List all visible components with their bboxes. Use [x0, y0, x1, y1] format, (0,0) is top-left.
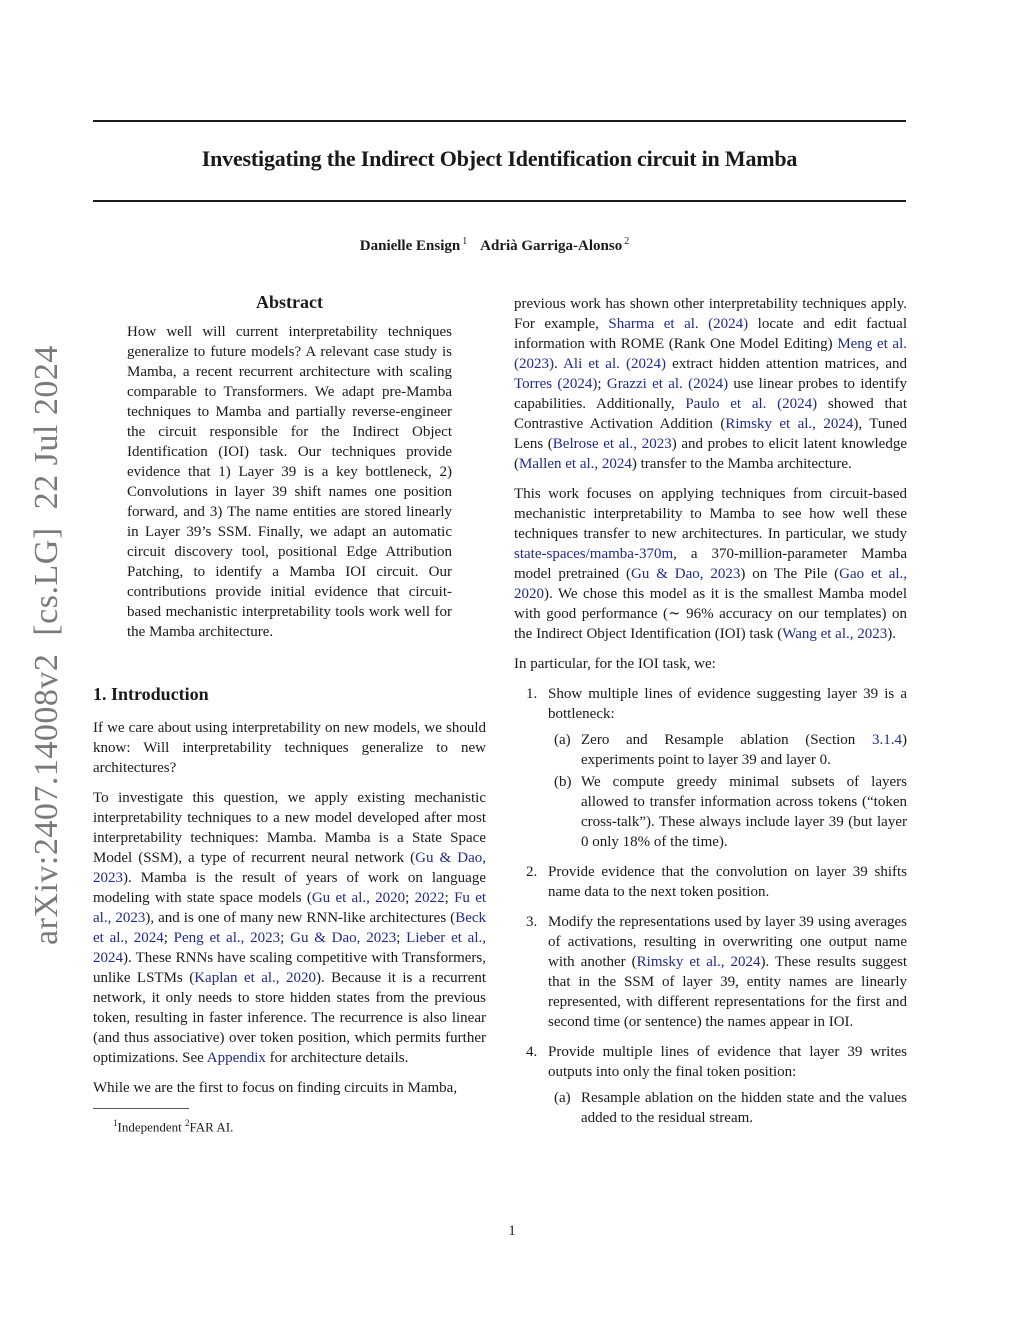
citation-link[interactable]: Sharma et al. (2024) — [608, 316, 749, 332]
sub-list-item: (a) Zero and Resample ablation (Section 3.1.4) experiments point to layer 39 and layer 0. — [554, 732, 907, 768]
citation-link[interactable]: 3.1.4 — [872, 732, 902, 748]
citation-link[interactable]: Fu et al., 2023 — [93, 890, 487, 926]
citation-link[interactable]: Torres (2024) — [514, 376, 598, 392]
body-paragraph: previous work has shown other interpretability techniques apply. For example, Sharma et al. (2024) locate and edit factual information with ROME (Rank One Model Editing) Meng et al. (2023). Ali et al. (2024) extract hidden attention matrices, and Torres (2024); Grazzi et al. (2024) use linear probes to identify capabilities. Additionally, Paulo et al. (2024) showed that Contrastive Activation Addition (Rimsky et al., 2024), Tuned Lens (Belrose et al., 2023) and probes to elicit latent knowledge (Mallen et al., 2024) transfer to the Mamba architecture. — [514, 296, 908, 472]
list-number: 2. — [526, 864, 538, 880]
sub-list-item: (a) Resample ablation on the hidden state and the values added to the residual stream. — [554, 1090, 907, 1126]
title-rule-bottom — [93, 200, 906, 202]
contribution-item: 2. Provide evidence that the convolution on layer 39 shifts name data to the next token position. — [526, 864, 907, 900]
right-column — [514, 294, 907, 1138]
citation-link[interactable]: Rimsky et al., 2024 — [636, 954, 761, 970]
citation-link[interactable]: Gu & Dao, 2023 — [93, 850, 486, 886]
contribution-list — [514, 684, 907, 1128]
sub-list-label: (a) — [554, 1090, 571, 1106]
citation-link[interactable]: Mallen et al., 2024 — [519, 456, 632, 472]
citation-link[interactable]: Belrose et al., 2023 — [552, 436, 672, 452]
paper-title: Investigating the Indirect Object Identification circuit in Mamba — [201, 146, 798, 171]
author-affiliation-mark: 2 — [624, 236, 630, 247]
body-paragraph: This work focuses on applying techniques from circuit-based mechanistic interpretability to Mamba to see how well these techniques transfer to new architectures. In particular, we study state-spaces/mamba-370m, a 370-million-parameter Mamba model pretrained (Gu & Dao, 2023) on The Pile (Gao et al., 2020). We chose this model as it is the smallest Mamba model with good performance (∼ 96% accuracy on our templates) on the Indirect Object Identification (IOI) task (Wang et al., 2023). — [514, 486, 908, 642]
author-name: Adrià Garriga-Alonso — [480, 238, 623, 254]
arxiv-date: 22 Jul 2024 — [28, 345, 65, 510]
citation-link[interactable]: Beck et al., 2024 — [93, 910, 487, 946]
abstract-heading: Abstract — [256, 292, 323, 312]
citation-link[interactable]: Gu & Dao, 2023 — [290, 930, 397, 946]
citation-link[interactable]: Appendix — [206, 1050, 266, 1066]
arxiv-category: [cs.LG] — [28, 527, 65, 636]
footnote: $^1$Independent $^2$FAR AI. — [113, 1118, 234, 1135]
citation-link[interactable]: Grazzi et al. (2024) — [606, 376, 729, 392]
title-rule-top — [93, 120, 906, 122]
body-paragraph: In particular, for the IOI task, we: — [514, 656, 716, 672]
author-list — [93, 236, 906, 255]
body-paragraph: If we care about using interpretability on new models, we should know: Will interpretability techniques generalize to new architectures? — [93, 720, 486, 776]
citation-link[interactable]: Gao et al., 2020 — [514, 566, 908, 602]
author-name: Danielle Ensign — [359, 238, 461, 254]
citation-link[interactable]: Peng et al., 2023 — [173, 930, 281, 946]
citation-link[interactable]: Kaplan et al., 2020 — [194, 970, 316, 986]
citation-link[interactable]: Rimsky et al., 2024 — [725, 416, 854, 432]
sub-list-item: (b) We compute greedy minimal subsets of layers allowed to transfer information across tokens (“token cross-talk”). These always include layer 39 (but layer 0 only 18% of the time). — [554, 774, 907, 850]
citation-link[interactable]: 2022 — [414, 890, 445, 906]
citation-link[interactable]: Paulo et al. (2024) — [685, 396, 818, 412]
citation-link[interactable]: Ali et al. (2024) — [563, 356, 667, 372]
introduction-body — [93, 718, 486, 1098]
arxiv-stamp — [28, 327, 66, 945]
body-paragraph: To investigate this question, we apply existing mechanistic interpretability techniques to a new model developed after most interpretability techniques: Mamba. Mamba is a State Space Model (SSM), a type of recurrent neural network (Gu & Dao, 2023). Mamba is the result of years of work on language modeling with state space models (Gu et al., 2020; 2022; Fu et al., 2023), and is one of many new RNN-like architectures (Beck et al., 2024; Peng et al., 2023; Gu & Dao, 2023; Lieber et al., 2024). These RNNs have scaling competitive with Transformers, unlike LSTMs (Kaplan et al., 2020). Because it is a recurrent network, it only needs to store hidden states from the previous token, resulting in faster inference. The recurrence is also linear (and thus associative) over token position, which permits further optimizations. See Appendix for architecture details. — [93, 790, 487, 1066]
sub-list — [548, 1088, 907, 1128]
contribution-item: 3. Modify the representations used by layer 39 using averages of activations, resulting in overwriting one output name with another (Rimsky et al., 2024). These results suggest that in the SSM of layer 39, entity names are linearly represented, with different representations for the first and second time (or sentence) the names appear in IOI. — [526, 914, 908, 1030]
list-number: 3. — [526, 914, 538, 930]
body-paragraph: While we are the first to focus on finding circuits in Mamba, — [93, 1080, 458, 1096]
left-column — [93, 290, 486, 1135]
sub-list-label: (a) — [554, 732, 571, 748]
footnote-divider — [93, 1108, 189, 1109]
citation-link[interactable]: Meng et al. (2023) — [514, 336, 907, 372]
page-number: 1 — [508, 1223, 516, 1239]
section-heading-introduction: 1. Introduction — [93, 684, 209, 704]
author-affiliation-mark: 1 — [462, 236, 468, 247]
abstract-text: How well will current interpretability techniques generalize to future models? A relevant case study is Mamba, a recent recurrent architecture with scaling comparable to Transformers. We adapt pre-Mamba techniques to Mamba and partially reverse-engineer the circuit responsible for the Indirect Object Identification (IOI) task. Our techniques provide evidence that 1) Layer 39 is a key bottleneck, 2) Convolutions in layer 39 shift names one position forward, and 3) The name entities are stored linearly in Layer 39’s SSM. Finally, we adapt an automatic circuit discovery tool, positional Edge Attribution Patching, to identify a Mamba IOI circuit. Our contributions provide initial evidence that circuit-based mechanistic interpretability tools work well for the Mamba architecture. — [127, 324, 452, 640]
contribution-item: 4. Provide multiple lines of evidence that layer 39 writes outputs into only the final token position: (a) Resample ablation on the hidden state and the values added to the residual stream. — [526, 1044, 907, 1126]
citation-link[interactable]: Wang et al., 2023 — [782, 626, 888, 642]
sub-list — [548, 730, 907, 852]
list-number: 4. — [526, 1044, 538, 1060]
contribution-item: 1. Show multiple lines of evidence suggesting layer 39 is a bottleneck: (a) Zero and Resample ablation (Section 3.1.4) experiments point to layer 39 and layer 0. (b) We compute greedy minimal subsets of layers allowed to transfer information across tokens (“token cross-talk”). These always include layer 39 (but layer 0 only 18% of the time). — [526, 686, 907, 850]
sub-list-label: (b) — [554, 774, 572, 790]
right-column-body — [514, 294, 907, 674]
list-number: 1. — [526, 686, 538, 702]
citation-link[interactable]: state-spaces/mamba-370m — [514, 546, 674, 562]
citation-link[interactable]: Gu et al., 2020 — [311, 890, 406, 906]
arxiv-id: arXiv:2407.14008v2 — [28, 653, 65, 945]
citation-link[interactable]: Lieber et al., 2024 — [93, 930, 487, 966]
citation-link[interactable]: Gu & Dao, 2023 — [631, 566, 741, 582]
